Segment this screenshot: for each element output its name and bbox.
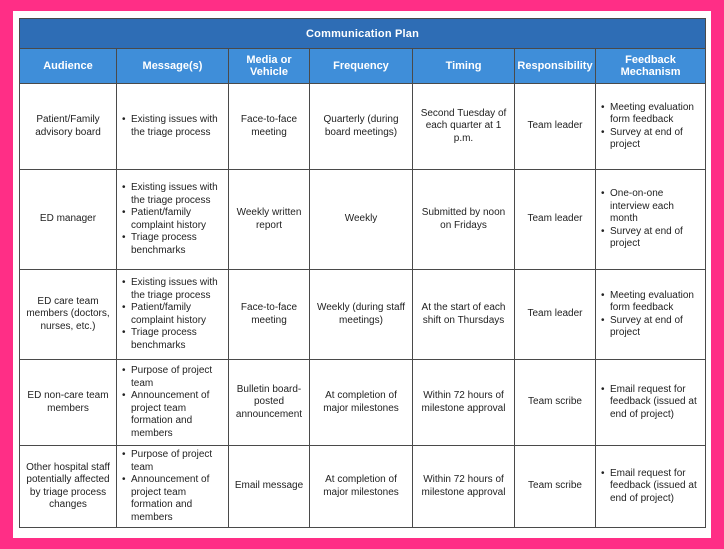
header-messages: Message(s) — [117, 49, 229, 84]
timing-cell: Second Tuesday of each quarter at 1 p.m. — [413, 84, 515, 170]
feedback-cell — [596, 360, 706, 446]
header-frequency: Frequency — [310, 49, 413, 84]
header-feedback: Feedback Mechanism — [596, 49, 706, 84]
feedback-item: • Meeting evaluation form feedback — [600, 290, 702, 315]
frequency-cell: At completion of major milestones — [310, 446, 413, 528]
table-row — [20, 84, 706, 170]
message-item: • Existing issues with the triage process — [121, 277, 225, 302]
message-item: • Announcement of project team formation and members — [121, 390, 225, 440]
header-media: Media or Vehicle — [229, 49, 310, 84]
feedback-item: • Email request for feedback (issued at end of project) — [600, 384, 702, 422]
message-item: • Triage process benchmarks — [121, 232, 225, 257]
responsibility-cell: Team leader — [515, 170, 596, 270]
message-item: • Patient/family complaint history — [121, 302, 225, 327]
feedback-cell — [596, 84, 706, 170]
media-cell: Weekly written report — [229, 170, 310, 270]
media-cell: Email message — [229, 446, 310, 528]
feedback-item: • Survey at end of project — [600, 315, 702, 340]
timing-cell: Within 72 hours of milestone approval — [413, 360, 515, 446]
media-cell: Bulletin board-posted announcement — [229, 360, 310, 446]
message-item: • Existing issues with the triage process — [121, 182, 225, 207]
feedback-cell — [596, 170, 706, 270]
timing-cell: At the start of each shift on Thursdays — [413, 270, 515, 360]
document-page — [13, 11, 711, 538]
responsibility-cell: Team leader — [515, 84, 596, 170]
audience-cell: ED care team members (doctors, nurses, etc.) — [20, 270, 117, 360]
table-row — [20, 270, 706, 360]
audience-cell: Other hospital staff potentially affected by triage process changes — [20, 446, 117, 528]
table-row — [20, 170, 706, 270]
responsibility-cell: Team scribe — [515, 446, 596, 528]
feedback-cell — [596, 270, 706, 360]
header-row — [20, 49, 706, 84]
header-audience: Audience — [20, 49, 117, 84]
frequency-cell: Quarterly (during board meetings) — [310, 84, 413, 170]
timing-cell: Submitted by noon on Fridays — [413, 170, 515, 270]
responsibility-cell: Team scribe — [515, 360, 596, 446]
timing-cell: Within 72 hours of milestone approval — [413, 446, 515, 528]
table-title: Communication Plan — [20, 19, 706, 49]
messages-cell — [117, 446, 229, 528]
communication-plan-table — [19, 18, 706, 528]
frequency-cell: Weekly (during staff meetings) — [310, 270, 413, 360]
message-item: • Triage process benchmarks — [121, 327, 225, 352]
responsibility-cell: Team leader — [515, 270, 596, 360]
audience-cell: ED non-care team members — [20, 360, 117, 446]
feedback-item: • Meeting evaluation form feedback — [600, 102, 702, 127]
feedback-item: • One-on-one interview each month — [600, 188, 702, 226]
media-cell: Face-to-face meeting — [229, 84, 310, 170]
message-item: • Announcement of project team formation and members — [121, 474, 225, 524]
frequency-cell: Weekly — [310, 170, 413, 270]
audience-cell: Patient/Family advisory board — [20, 84, 117, 170]
message-item: • Patient/family complaint history — [121, 207, 225, 232]
header-timing: Timing — [413, 49, 515, 84]
feedback-item: • Survey at end of project — [600, 226, 702, 251]
audience-cell: ED manager — [20, 170, 117, 270]
messages-cell — [117, 360, 229, 446]
feedback-item: • Email request for feedback (issued at end of project) — [600, 468, 702, 506]
table-row — [20, 446, 706, 528]
header-responsibility: Responsibility — [515, 49, 596, 84]
table-row — [20, 360, 706, 446]
media-cell: Face-to-face meeting — [229, 270, 310, 360]
messages-cell — [117, 84, 229, 170]
message-item: • Existing issues with the triage process — [121, 114, 225, 139]
message-item: • Purpose of project team — [121, 365, 225, 390]
feedback-item: • Survey at end of project — [600, 127, 702, 152]
frequency-cell: At completion of major milestones — [310, 360, 413, 446]
messages-cell — [117, 170, 229, 270]
feedback-cell — [596, 446, 706, 528]
messages-cell — [117, 270, 229, 360]
message-item: • Purpose of project team — [121, 449, 225, 474]
